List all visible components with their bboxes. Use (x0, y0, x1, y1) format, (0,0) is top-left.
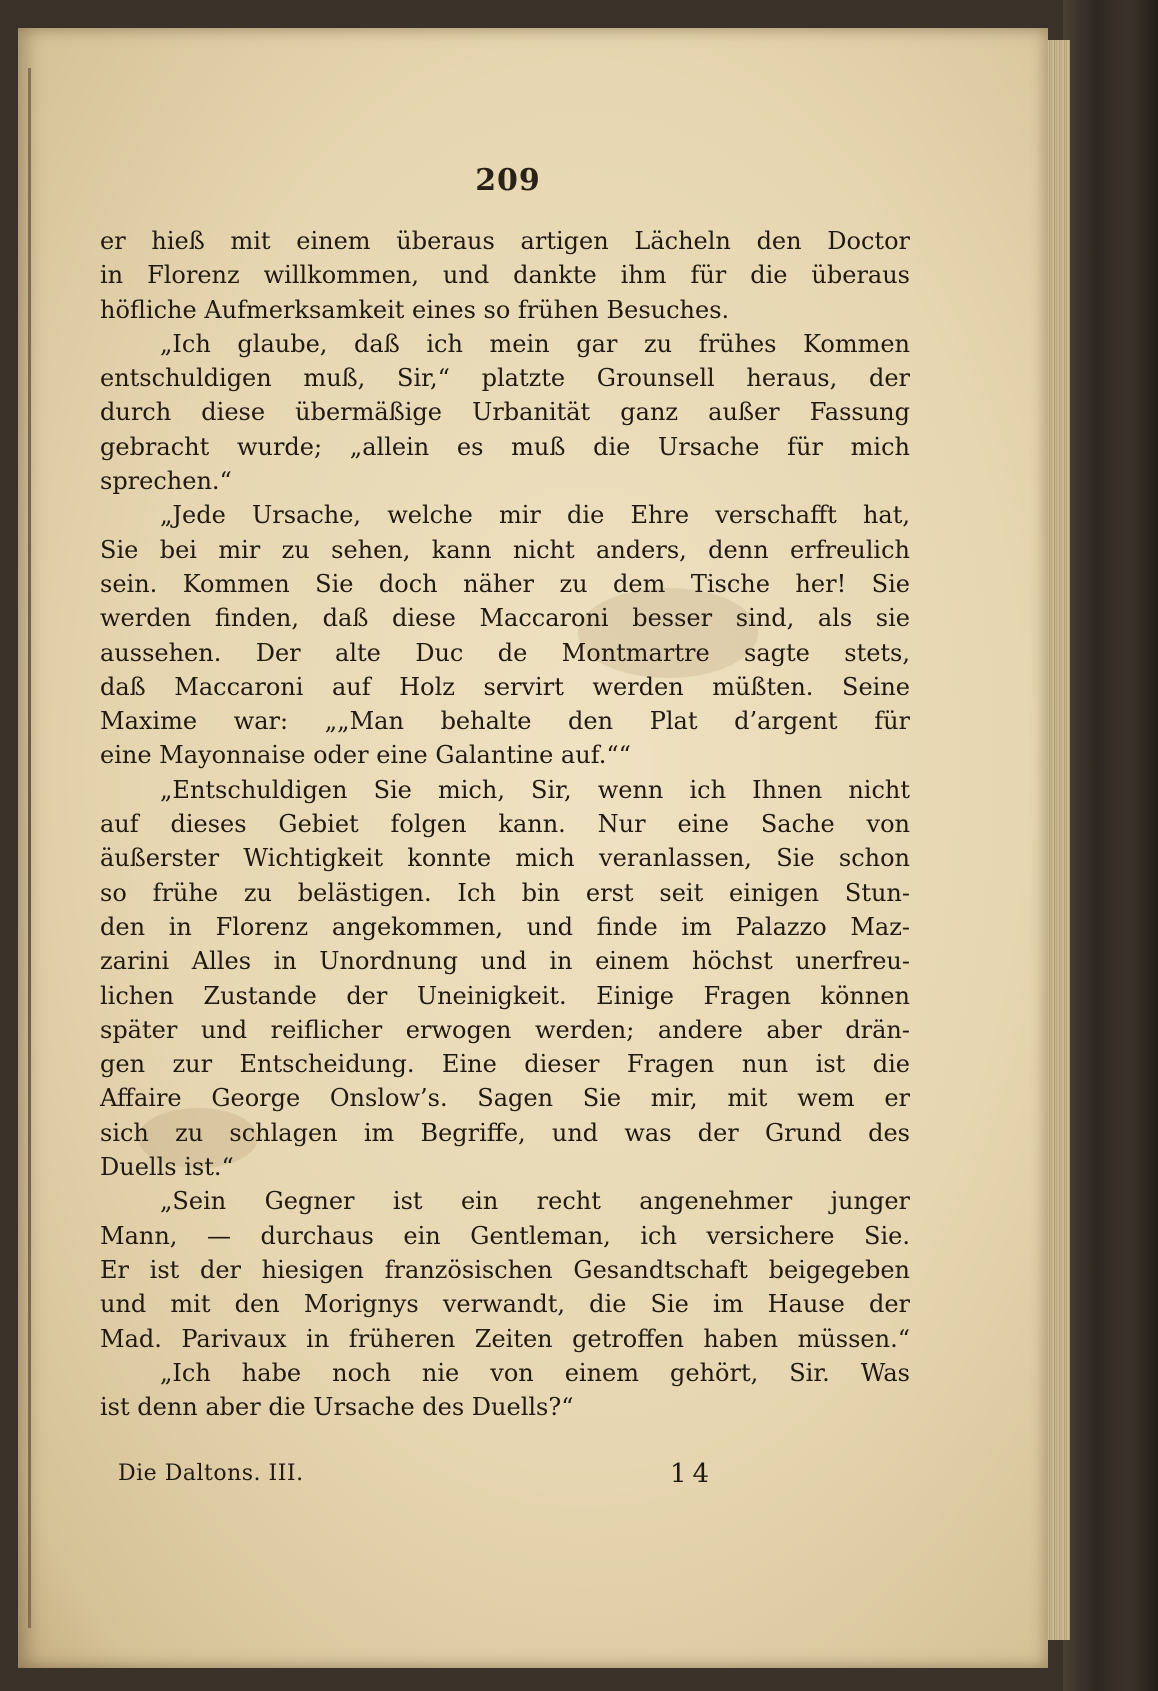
text-line: eine Mayonnaise oder eine Galantine auf.““ (100, 741, 631, 770)
text-line: in Florenz willkommen, und dankte ihm für die überaus (100, 261, 910, 290)
text-line: „Sein Gegner ist ein recht angenehmer junger (160, 1187, 910, 1216)
footer-signature: Die Daltons. III. (118, 1461, 304, 1486)
text-line: werden finden, daß diese Maccaroni besser sind, als sie (100, 604, 910, 633)
text-line: gebracht wurde; „allein es muß die Ursache für mich (100, 432, 910, 461)
footer-sheet-mark: 14 (670, 1459, 716, 1489)
text-line: durch diese übermäßige Urbanität ganz außer Fassung (100, 398, 910, 427)
gutter-shadow (28, 68, 31, 1628)
text-line: „Ich habe noch nie von einem gehört, Sir. Was (160, 1358, 910, 1387)
book-page (18, 28, 1048, 1668)
page-footer (118, 1461, 768, 1495)
text-line: und mit den Morignys verwandt, die Sie im Hause der (100, 1290, 910, 1319)
text-line: später und reiflicher erwogen werden; andere aber drän- (100, 1015, 910, 1044)
text-line: Mann, — durchaus ein Gentleman, ich versichere Sie. (100, 1221, 910, 1250)
text-line: entschuldigen muß, Sir,“ platzte Grounsell heraus, der (100, 364, 910, 393)
text-line: Mad. Parivaux in früheren Zeiten getroffen haben müssen.“ (100, 1324, 910, 1353)
text-line: sich zu schlagen im Begriffe, und was der Grund des (100, 1118, 910, 1147)
text-line: gen zur Entscheidung. Eine dieser Fragen nun ist die (100, 1050, 910, 1079)
text-line: den in Florenz angekommen, und finde im Palazzo Maz- (100, 912, 910, 941)
text-line: auf dieses Gebiet folgen kann. Nur eine Sache von (100, 810, 910, 839)
text-line: er hieß mit einem überaus artigen Lächeln den Doctor (100, 227, 910, 255)
text-line: Maxime war: „„Man behalte den Plat d’argent für (100, 707, 910, 736)
text-line: „Ich glaube, daß ich mein gar zu frühes Kommen (160, 329, 910, 358)
text-line: Affaire George Onslow’s. Sagen Sie mir, mit wem er (100, 1084, 910, 1113)
text-line: sein. Kommen Sie doch näher zu dem Tische her! Sie (100, 569, 910, 598)
text-line: äußerster Wichtigkeit konnte mich veranlassen, Sie schon (100, 844, 910, 873)
text-line: daß Maccaroni auf Holz servirt werden müßten. Seine (100, 672, 910, 701)
text-line: lichen Zustande der Uneinigkeit. Einige Fragen können (100, 981, 910, 1010)
text-line: aussehen. Der alte Duc de Montmartre sagte stets, (100, 638, 910, 667)
text-line: „Entschuldigen Sie mich, Sir, wenn ich Ihnen nicht (160, 775, 910, 804)
text-line: höfliche Aufmerksamkeit eines so frühen Besuches. (100, 295, 730, 324)
text-line: Duells ist.“ (100, 1153, 234, 1182)
text-line: Er ist der hiesigen französischen Gesandtschaft beigegeben (100, 1255, 910, 1284)
text-line: sprechen.“ (100, 467, 232, 496)
text-line: „Jede Ursache, welche mir die Ehre verschafft hat, (160, 501, 910, 530)
text-line: so frühe zu belästigen. Ich bin erst seit einigen Stun- (100, 878, 910, 907)
text-line: zarini Alles in Unordnung und in einem höchst unerfreu- (100, 947, 910, 976)
text-line: Sie bei mir zu sehen, kann nicht anders, denn erfreulich (100, 535, 910, 564)
book-spine-edge (1063, 0, 1158, 1691)
text-line: ist denn aber die Ursache des Duells?“ (100, 1393, 574, 1422)
page-number: 209 (475, 163, 541, 198)
body-text (100, 224, 910, 1424)
